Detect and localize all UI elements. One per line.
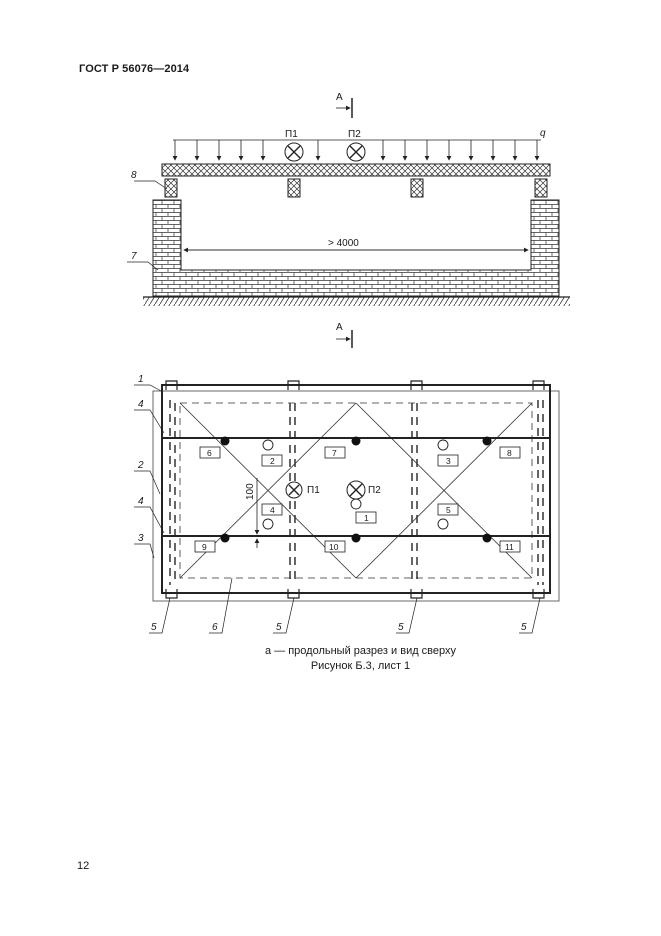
callout-7: 7: [131, 251, 137, 262]
gauge-label-7: 7: [332, 448, 337, 458]
section-mark-a-bottom: А: [336, 322, 343, 333]
gauge-label-5: 5: [446, 505, 451, 515]
callout-bottom-5d: 5: [521, 622, 527, 633]
gauge-p2-label-section: П2: [348, 129, 361, 140]
gauge-label-3: 3: [446, 456, 451, 466]
callout-bottom-5c: 5: [398, 622, 404, 633]
gauge-label-1: 1: [364, 513, 369, 523]
gauge-p1-section: [285, 143, 303, 161]
callout-left-2: 2: [138, 460, 144, 471]
gauge-label-10: 10: [329, 542, 339, 552]
section-mark-bottom: [336, 322, 352, 348]
plan-view: [134, 374, 559, 633]
callout-bottom-5b: 5: [276, 622, 282, 633]
ground-hatch: [143, 297, 570, 306]
section-mark-top: [336, 92, 352, 118]
section-view: [127, 92, 570, 348]
section-mark-a-top: А: [336, 92, 343, 103]
slab-panel: [162, 164, 550, 176]
dimension-100: 100: [245, 483, 256, 500]
gauge-label-9: 9: [202, 542, 207, 552]
page-number: 12: [77, 860, 90, 872]
support-block: [411, 179, 423, 197]
gauge-p1-label-section: П1: [285, 129, 298, 140]
load-label-q: q: [540, 128, 546, 139]
callout-bottom-6: 6: [212, 622, 218, 633]
figure-caption: Рисунок Б.3, лист 1: [310, 660, 411, 672]
gauge-label-11: 11: [505, 542, 514, 552]
callout-left-1: 1: [138, 374, 144, 385]
document-header: ГОСТ Р 56076—2014: [79, 63, 190, 75]
gauge-label-6: 6: [207, 448, 212, 458]
gauge-p2-label-plan: П2: [368, 485, 381, 496]
span-dimension-label: > 4000: [328, 238, 359, 249]
callout-left-4a: 4: [138, 399, 144, 410]
callout-bottom-5a: 5: [151, 622, 157, 633]
gauge-label-8: 8: [507, 448, 512, 458]
gauge-p2-plan: [347, 481, 365, 499]
gauge-p1-plan: [286, 482, 302, 498]
support-block: [288, 179, 300, 197]
callout-8: 8: [131, 170, 137, 181]
figure-subtitle: а — продольный разрез и вид сверху: [264, 645, 457, 657]
gauge-p2-section: [347, 143, 365, 161]
gauge-label-2: 2: [270, 456, 275, 466]
gauge-p1-label-plan: П1: [307, 485, 320, 496]
support-block: [165, 179, 177, 197]
callout-left-3: 3: [138, 533, 144, 544]
support-block: [535, 179, 547, 197]
gauge-label-4: 4: [270, 505, 275, 515]
callout-left-4b: 4: [138, 496, 144, 507]
